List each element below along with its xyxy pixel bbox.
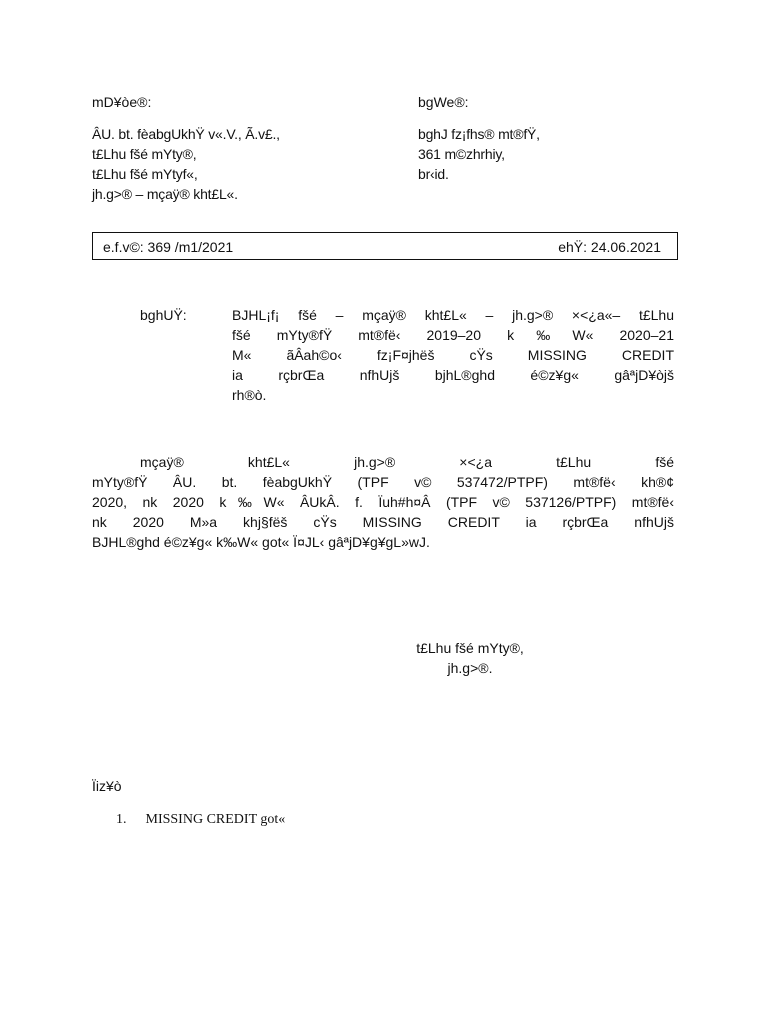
from-label: mD¥òe®: [92,94,152,110]
subject-line: fšé mYty®fŸ mt®fë‹ 2019–20 k‰W« 2020–21 [232,327,674,343]
signature-line: t£Lhu fšé mYty®, [416,640,524,656]
reference-date: ehŸ: 24.06.2021 [558,239,661,255]
reference-number: e.f.v©: 369 /m1/2021 [103,239,234,255]
to-label: bgWe®: [418,94,469,110]
from-line: jh.g>® – mçaÿ® kht£L«. [92,186,238,202]
body-line: mYty®fŸ ÂU. bt. fèabgUkhŸ (TPF v© 537472/PTPF) mt®fë‹ kh®¢ [92,474,674,490]
subject-text [232,305,674,405]
reference-box [92,232,678,260]
from-block [92,92,392,204]
from-line: t£Lhu fšé mYty®, [92,146,197,162]
enclosure-item [116,810,285,830]
from-line: ÂU. bt. fèabgUkhŸ v«.V., Ã.v£., [92,126,280,142]
subject-line: M« ãÂah©o‹ fz¡F¤jhëš cŸs MISSING CREDIT [232,347,674,363]
body-paragraph [92,452,674,552]
signature-line: jh.g>®. [447,660,493,676]
enclosure-list [116,810,285,830]
to-line: 361 m©zhrhiy, [418,146,505,162]
to-line: bghJ fz¡fhs® mt®fŸ, [418,126,540,142]
to-block [418,92,698,184]
body-line: BJHL®ghd é©z¥g« k‰W« got« Ï¤JL‹ gâªjD¥g¥gL»wJ. [92,534,430,550]
subject-line: ia rçbrŒa nfhUjš bjhL®ghd é©z¥g« gâªjD¥òjš [232,367,674,383]
enclosure-item-number: 1. [116,812,127,827]
to-line: br‹id. [418,166,449,182]
enclosure-label: Ïiz¥ò [92,778,122,794]
subject-line: rh®ò. [232,387,267,403]
body-line: 2020, nk 2020 k‰W« ÂUkÂ. f. Ïuh#h¤Â (TPF v© 537126/PTPF) mt®fë‹ [92,494,674,510]
signature-block [370,638,570,678]
subject-line: BJHL¡f¡ fšé – mçaÿ® kht£L« – jh.g>® ×<¿a«– t£Lhu [232,307,674,323]
enclosure-item-text: MISSING CREDIT got« [145,812,286,827]
body-line: mçaÿ® kht£L« jh.g>® ×<¿a t£Lhu fšé [140,454,674,470]
from-line: t£Lhu fšé mYtyf«, [92,166,198,182]
subject-label: bghUŸ: [140,307,187,323]
body-line: nk 2020 M»a khj§fëš cŸs MISSING CREDIT ia rçbrŒa nfhUjš [92,514,674,530]
